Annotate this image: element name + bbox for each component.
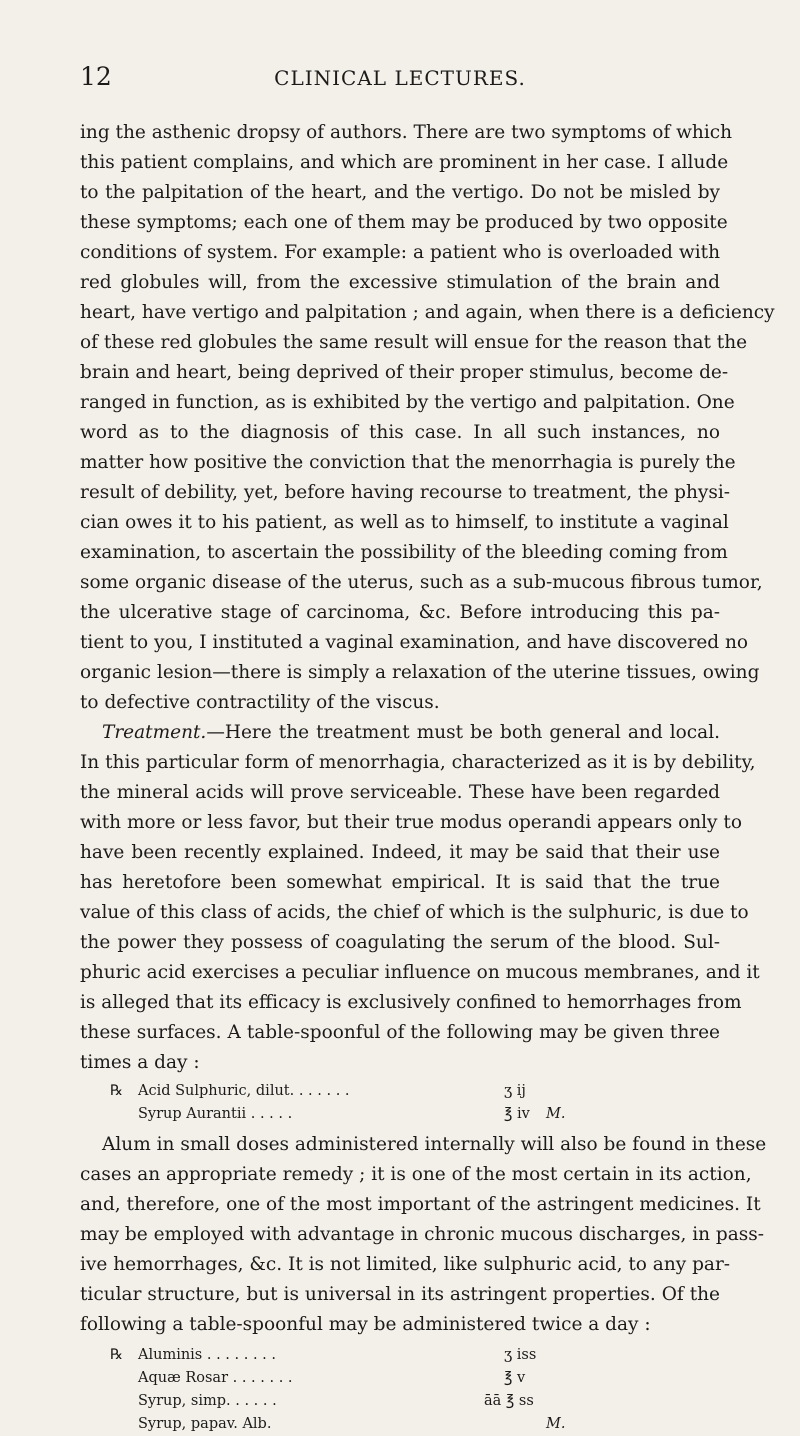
text-line: organic lesion—there is simply a relaxation of the uterine tissues, owing xyxy=(80,662,760,683)
prescription-line xyxy=(80,1390,720,1413)
text-line: these surfaces. A table-spoonful of the following may be given three xyxy=(80,1022,720,1043)
text-line: phuric acid exercises a peculiar influence on mucous membranes, and it xyxy=(80,962,760,983)
quantity: ʒ iss xyxy=(504,1347,537,1363)
text-line: have been recently explained. Indeed, it may be said that their use xyxy=(80,842,720,863)
text-line: some organic disease of the uterus, such as a sub-mucous fibrous tumor, xyxy=(80,572,763,593)
prescription-line xyxy=(80,1413,720,1436)
text-line: ranged in function, as is exhibited by the vertigo and palpitation. One xyxy=(80,392,735,413)
text-line: following a table-spoonful may be administered twice a day : xyxy=(80,1314,651,1335)
ingredient: Aquæ Rosar . . . . . . . xyxy=(138,1370,293,1386)
body-text xyxy=(80,118,775,1436)
paragraph-1 xyxy=(80,118,775,718)
text-line: value of this class of acids, the chief of which is the sulphuric, is due to xyxy=(80,902,749,923)
quantity: āā ℥ ss xyxy=(484,1393,534,1409)
prescription-line xyxy=(80,1080,720,1103)
ingredient: Syrup, papav. Alb. xyxy=(138,1416,272,1432)
paragraph-treatment xyxy=(80,718,760,1078)
text-line: tient to you, I instituted a vaginal examination, and have discovered no xyxy=(80,632,749,653)
text-line: with more or less favor, but their true modus operandi appears only to xyxy=(80,812,742,833)
text-line: the ulcerative stage of carcinoma, &c. Before introducing this pa- xyxy=(80,602,720,623)
text-line: examination, to ascertain the possibility of the bleeding coming from xyxy=(80,542,728,563)
quantity: ℥ iv xyxy=(504,1106,530,1122)
paragraph-alum xyxy=(80,1130,767,1340)
ingredient: Syrup Aurantii . . . . . xyxy=(138,1106,293,1122)
page-number: 12 xyxy=(80,62,112,91)
section-heading-treatment: Treatment. xyxy=(102,722,207,743)
recipe-symbol: ℞ xyxy=(110,1347,123,1363)
text-line: ing the asthenic dropsy of authors. There are two symptoms of which xyxy=(80,122,733,143)
text-line: of these red globules the same result will ensue for the reason that the xyxy=(80,332,748,353)
text-line: the power they possess of coagulating the serum of the blood. Sul- xyxy=(80,932,720,953)
ingredient: Acid Sulphuric, dilut. . . . . . . xyxy=(138,1083,350,1099)
text-line xyxy=(80,718,720,748)
text-line: word as to the diagnosis of this case. In all such instances, no xyxy=(80,422,720,443)
text-run: —Here the treatment must be both general and local. xyxy=(206,722,720,743)
text-line: In this particular form of menorrhagia, characterized as it is by debility, xyxy=(80,752,756,773)
text-line: brain and heart, being deprived of their proper stimulus, become de- xyxy=(80,362,729,383)
text-line: times a day : xyxy=(80,1052,200,1073)
text-line: to defective contractility of the viscus. xyxy=(80,692,440,713)
text-line: conditions of system. For example: a patient who is overloaded with xyxy=(80,242,720,263)
text-line: cases an appropriate remedy ; it is one of the most certain in its action, xyxy=(80,1164,752,1185)
text-line: is alleged that its efficacy is exclusively confined to hemorrhages from xyxy=(80,992,742,1013)
text-line: this patient complains, and which are prominent in her case. I allude xyxy=(80,152,729,173)
text-line: cian owes it to his patient, as well as to himself, to institute a vaginal xyxy=(80,512,729,533)
signature-mix: M. xyxy=(546,1106,566,1122)
recipe-symbol: ℞ xyxy=(110,1083,123,1099)
prescription-line xyxy=(80,1367,720,1390)
text-line: ticular structure, but is universal in its astringent properties. Of the xyxy=(80,1284,720,1305)
text-line: result of debility, yet, before having recourse to treatment, the physi- xyxy=(80,482,731,503)
ingredient: Syrup, simp. . . . . . xyxy=(138,1393,277,1409)
quantity: ℥ v xyxy=(504,1370,526,1386)
text-line: and, therefore, one of the most important of the astringent medicines. It xyxy=(80,1194,761,1215)
text-line: heart, have vertigo and palpitation ; and again, when there is a deficiency xyxy=(80,302,775,323)
quantity: ʒ ij xyxy=(504,1083,526,1099)
prescription-2 xyxy=(80,1340,720,1436)
prescription-line xyxy=(80,1344,720,1367)
prescription-line xyxy=(80,1103,720,1126)
text-line: may be employed with advantage in chronic mucous discharges, in pass- xyxy=(80,1224,765,1245)
prescription-1 xyxy=(80,1078,720,1130)
text-line: has heretofore been somewhat empirical. It is said that the true xyxy=(80,872,720,893)
text-line: to the palpitation of the heart, and the vertigo. Do not be misled by xyxy=(80,182,720,203)
text-line: red globules will, from the excessive stimulation of the brain and xyxy=(80,272,720,293)
page-header xyxy=(80,62,720,92)
signature-mix: M. xyxy=(546,1416,566,1432)
text-line: the mineral acids will prove serviceable. These have been regarded xyxy=(80,782,720,803)
text-line: these symptoms; each one of them may be produced by two opposite xyxy=(80,212,728,233)
ingredient: Aluminis . . . . . . . . xyxy=(138,1347,276,1363)
text-line: Alum in small doses administered internally will also be found in these xyxy=(102,1134,767,1155)
text-line: ive hemorrhages, &c. It is not limited, like sulphuric acid, to any par- xyxy=(80,1254,731,1275)
running-head: CLINICAL LECTURES. xyxy=(274,66,526,90)
text-line: matter how positive the conviction that the menorrhagia is purely the xyxy=(80,452,736,473)
